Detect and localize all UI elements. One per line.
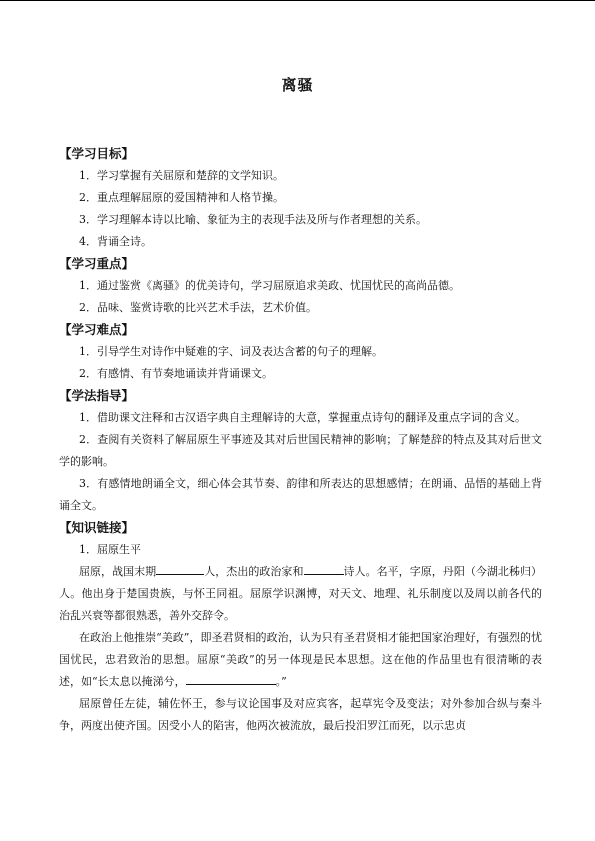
page-title: 离骚	[281, 76, 314, 94]
section-heading-key-points: 【学习重点】	[59, 256, 135, 271]
section-heading-goals: 【学习目标】	[59, 146, 135, 161]
key-point-item: 2．品味、鉴赏诗歌的比兴艺术手法，艺术价值。	[79, 301, 317, 314]
section-heading-difficulties: 【学习难点】	[59, 322, 135, 337]
knowledge-subheading: 1．屈原生平	[79, 543, 141, 556]
goal-item: 4．背诵全诗。	[79, 235, 152, 248]
text-run: 在政治上他推崇“美政”，即圣君贤相的政治，认为只有圣君贤相才能把国家治理好，有强烈的忧国忧民，忠君致治的思想。屈原“美政”的另一体现是民本思想。这在他的作品里也有很清晰的表述，如“长太息以掩涕兮，	[59, 631, 542, 688]
top-rule	[0, 0, 595, 1]
knowledge-paragraph-2	[59, 627, 542, 693]
difficulty-item: 2．有感情、有节奏地诵读并背诵课文。	[79, 367, 273, 380]
text-run: 诗人。名平，字原，丹阳（今湖北秭归）人。他出身于楚国贵族，与怀王同祖。屈原学识渊博，对天文、地理、礼乐制度以及周以前各代的治乱兴衰等都很熟悉，善外交辞令。	[59, 565, 543, 622]
method-item: 3．有感情地朗诵全文，细心体会其节奏、韵律和所表达的思想感情；在朗诵、品悟的基础上背诵全文。	[59, 477, 542, 512]
knowledge-paragraph-3: 屈原曾任左徒，辅佐怀王，参与议论国事及对应宾客，起草宪令及变法；对外参加合纵与秦斗争，两度出使齐国。因受小人的陷害，他两次被流放，最后投汨罗江而死，以示忠贞	[59, 697, 542, 732]
difficulty-item: 1．引导学生对诗作中疑难的字、词及表达含蓄的句子的理解。	[79, 345, 383, 358]
fill-in-blank[interactable]	[304, 562, 344, 575]
text-run: 屈原，战国末期	[79, 565, 157, 578]
goal-item: 2．重点理解屈原的爱国精神和人格节操。	[79, 191, 284, 204]
section-heading-knowledge: 【知识链接】	[59, 520, 135, 535]
method-item: 2．查阅有关资料了解屈原生平事迹及其对后世国民精神的影响；了解楚辞的特点及其对后世文学的影响。	[59, 433, 542, 468]
knowledge-paragraph-1	[59, 561, 542, 627]
goal-item: 3．学习理解本诗以比喻、象征为主的表现手法及所与作者理想的关系。	[79, 213, 427, 226]
fill-in-blank[interactable]	[156, 562, 204, 575]
section-heading-methods: 【学法指导】	[59, 388, 135, 403]
text-run: 人，杰出的政治家和	[204, 565, 304, 578]
method-item: 1．借助课文注释和古汉语字典自主理解诗的大意，掌握重点诗句的翻译及重点字词的含义。	[79, 411, 526, 424]
goal-item: 1．学习掌握有关屈原和楚辞的文学知识。	[79, 169, 284, 182]
document-body	[59, 143, 542, 737]
fill-in-blank[interactable]	[186, 672, 276, 685]
key-point-item: 1．通过鉴赏《离骚》的优美诗句，学习屈原追求美政、忧国忧民的高尚品德。	[79, 279, 460, 292]
text-run: 。”	[275, 675, 287, 688]
